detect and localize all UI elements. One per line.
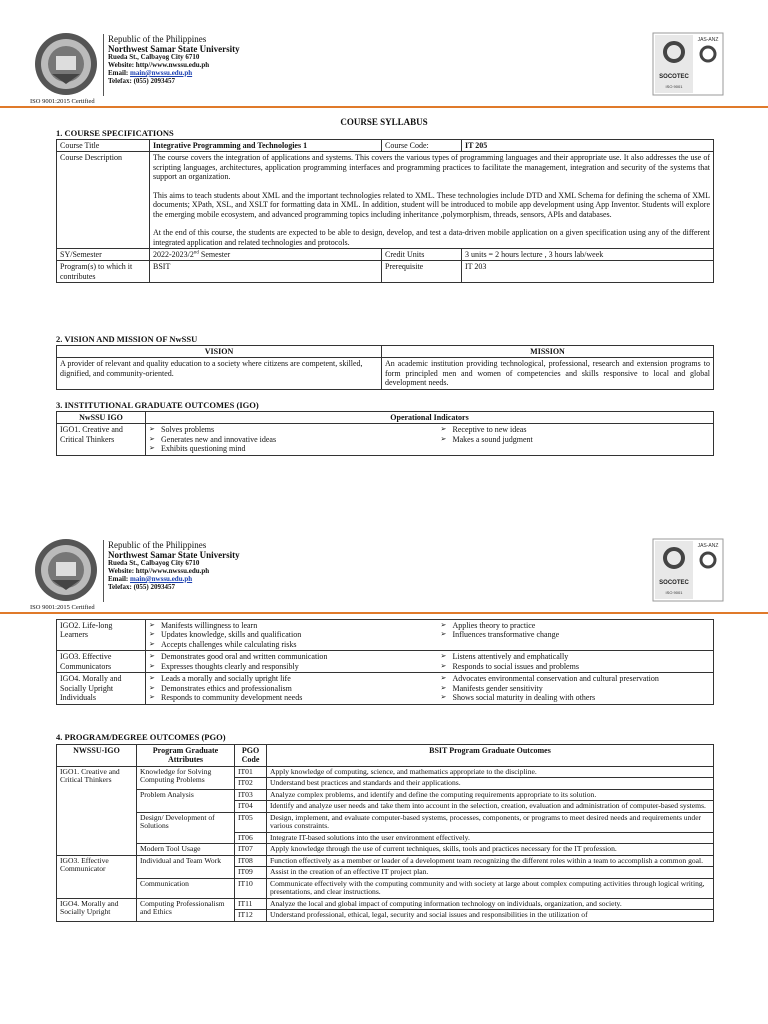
vision-text: A provider of relevant and quality education to a society where citizens are competent, skilled, dignified, and community-oriented. [57, 358, 382, 389]
table-row [57, 745, 714, 767]
pgo-code: IT06 [235, 832, 267, 844]
description-paragraph: This aims to teach students about XML and the important technologies related to XML. These technologies include DTD and XML Schema for defining the schema of XML documents; XPath, XSL, and XSLT for formatting data in XML. In addition, student will be introduced to mobile app development using App Inventor. Students will explore the emerging mobile ecosystem, and advanced programming topics including inheritance ,polymorphism, threads, sensors, APIs and databases. [153, 190, 710, 219]
vision-header: VISION [57, 346, 382, 358]
list-item: ➢ Shows social maturity in dealing with others [441, 693, 711, 702]
indicators-left [146, 673, 438, 704]
indicators-left [146, 424, 438, 455]
list-item: ➢ Demonstrates ethics and professionalism [149, 684, 435, 693]
list-item: ➢ Manifests gender sensitivity [441, 684, 711, 693]
outcome-text: Analyze the local and global impact of computing information technology on individuals, organization, and society. [267, 898, 714, 910]
table-row [57, 789, 714, 801]
programs-value: BSIT [150, 261, 382, 283]
table-row [57, 424, 714, 455]
divider [103, 34, 104, 96]
pgo-code: IT05 [235, 812, 267, 832]
mission-text: An academic institution providing technological, professional, research and extension programs to form principled men and women of competencies and skills responsive to local and global development needs. [382, 358, 714, 389]
cert-top: JAS-ANZ [697, 37, 719, 43]
cert-iso: ISO 9001 [665, 84, 683, 89]
igo-table-part-1 [56, 411, 714, 456]
page-1 [0, 30, 768, 510]
attribute-label: Communication [137, 878, 235, 898]
course-description-label: Course Description [57, 152, 150, 249]
pgo-code-col-header: PGO Code [235, 745, 267, 767]
university-name: Northwest Samar State University [108, 44, 240, 55]
description-paragraph: The course covers the integration of applications and systems. This covers the various types of programming languages and their appropriate use. It also addresses the use of scripting languages, architectures, application programming interfaces and programming practices to facilitate the management, integration and security of the systems that support an organization. [153, 153, 710, 182]
pgo-code: IT08 [235, 855, 267, 867]
outcome-text: Understand professional, ethical, legal, security and social issues and responsibilities in the utilization of [267, 910, 714, 922]
outcome-text: Design, implement, and evaluate computer-based systems, processes, components, or programs to meet desired needs and requirements under various constraints. [267, 812, 714, 832]
vision-mission-table [56, 345, 714, 390]
igo-col-header: NwSSU IGO [57, 412, 146, 424]
outcome-text: Apply knowledge through the use of current techniques, skills, tools and practices necessary for the IT profession. [267, 844, 714, 856]
table-row [57, 412, 714, 424]
outcome-text: Identify and analyze user needs and take them into account in the selection, creation, evaluation and administration of computer-based systems. [267, 801, 714, 813]
outcome-text: Analyze complex problems, and identify and define the computing requirements appropriate to its solution. [267, 789, 714, 801]
table-row [57, 898, 714, 910]
indicators-right [438, 651, 714, 673]
table-row [57, 844, 714, 856]
certification-logo-icon [652, 32, 724, 96]
indicators-right [438, 620, 714, 651]
igo-label: IGO4. Morally and Socially Upright Individuals [57, 673, 146, 704]
table-row [57, 358, 714, 389]
pgo-code: IT11 [235, 898, 267, 910]
igo-label: IGO4. Morally and Socially Upright [57, 898, 137, 921]
prerequisite-label: Prerequisite [382, 261, 462, 283]
cert-top: JAS-ANZ [697, 543, 719, 549]
list-item: ➢ Exhibits questioning mind [149, 444, 435, 453]
indicators-left [146, 651, 438, 673]
programs-label: Program(s) to which it contributes [57, 261, 150, 283]
list-item: ➢ Applies theory to practice [441, 621, 711, 630]
list-item: ➢ Updates knowledge, skills and qualification [149, 630, 435, 639]
university-seal-icon [34, 32, 98, 96]
course-title-label: Course Title [57, 140, 150, 152]
table-row [57, 673, 714, 704]
indicators-right [438, 424, 714, 455]
pgo-table [56, 744, 714, 922]
email-label: Email: [108, 68, 130, 77]
indicators-col-header: Operational Indicators [146, 412, 714, 424]
sy-semester-value [150, 248, 382, 260]
igo-label: IGO1. Creative and Critical Thinkers [57, 766, 137, 855]
sy-semester-label: SY/Semester [57, 248, 150, 260]
prerequisite-value: IT 203 [462, 261, 714, 283]
telefax-line: Telefax: (055) 2093457 [108, 582, 176, 591]
pgo-code: IT04 [235, 801, 267, 813]
list-item: ➢ Makes a sound judgment [441, 435, 711, 444]
description-paragraph: At the end of this course, the students are expected to be able to design, develop, and test a data-driven mobile application on a given specification using any of the different integrated application and related technologies and protocols. [153, 228, 710, 247]
email-link[interactable]: main@nwssu.edu.ph [129, 574, 193, 583]
list-item: ➢ Responds to social issues and problems [441, 662, 711, 671]
certification-logo-icon [652, 538, 724, 602]
telefax-line: Telefax: (055) 2093457 [108, 76, 176, 85]
section-1-heading: 1. COURSE SPECIFICATIONS [56, 128, 174, 138]
outcome-text: Assist in the creation of an effective IT project plan. [267, 867, 714, 879]
iso-certified: ISO 9001:2015 Certified [30, 604, 95, 611]
igo-col-header: NWSSU-IGO [57, 745, 137, 767]
list-item: ➢ Advocates environmental conservation and cultural preservation [441, 674, 711, 683]
pgo-code: IT01 [235, 766, 267, 778]
outcome-text: Understand best practices and standards and their applications. [267, 778, 714, 790]
indicators-right [438, 673, 714, 704]
table-row [57, 620, 714, 651]
table-row [57, 261, 714, 283]
course-code-label: Course Code: [382, 140, 462, 152]
attribute-label: Knowledge for Solving Computing Problems [137, 766, 235, 789]
page-2 [0, 536, 768, 1024]
attributes-col-header: Program Graduate Attributes [137, 745, 235, 767]
list-item: ➢ Expresses thoughts clearly and responsibly [149, 662, 435, 671]
sy-tail: Semester [198, 249, 231, 259]
igo-table-part-2 [56, 619, 714, 705]
header-rule [0, 106, 768, 108]
mission-header: MISSION [382, 346, 714, 358]
university-address [108, 540, 240, 591]
street-address: Rueda St., Calbayog City 6710 [108, 559, 200, 568]
outcome-text: Apply knowledge of computing, science, and mathematics appropriate to the discipline. [267, 766, 714, 778]
section-4-heading: 4. PROGRAM/DEGREE OUTCOMES (PGO) [56, 732, 226, 742]
list-item: ➢ Accepts challenges while calculating risks [149, 640, 435, 649]
letterhead [0, 536, 768, 616]
sy-value: 2022-2023/2 [153, 249, 194, 259]
table-row [57, 766, 714, 778]
pgo-code: IT03 [235, 789, 267, 801]
list-item: ➢ Solves problems [149, 425, 435, 434]
credit-units-value: 3 units = 2 hours lecture , 3 hours lab/week [462, 248, 714, 260]
indicators-left [146, 620, 438, 651]
letterhead [0, 30, 768, 110]
course-title-value: Integrative Programming and Technologies 1 [150, 140, 382, 152]
divider [103, 540, 104, 602]
outcomes-col-header: BSIT Program Graduate Outcomes [267, 745, 714, 767]
list-item: ➢ Receptive to new ideas [441, 425, 711, 434]
table-row [57, 651, 714, 673]
republic-line: Republic of the Philippines [108, 34, 207, 44]
email-label: Email: [108, 574, 130, 583]
table-row [57, 878, 714, 898]
header-rule [0, 612, 768, 614]
attribute-label: Individual and Team Work [137, 855, 235, 878]
list-item: ➢ Generates new and innovative ideas [149, 435, 435, 444]
table-row [57, 855, 714, 867]
university-seal-icon [34, 538, 98, 602]
list-item: ➢ Leads a morally and socially upright life [149, 674, 435, 683]
street-address: Rueda St., Calbayog City 6710 [108, 53, 200, 62]
pgo-code: IT12 [235, 910, 267, 922]
website-line: Website: http//www.nwssu.edu.ph [108, 60, 210, 69]
course-specifications-table [56, 139, 714, 283]
iso-certified: ISO 9001:2015 Certified [30, 98, 95, 105]
email-link[interactable]: main@nwssu.edu.ph [129, 68, 193, 77]
document-title: COURSE SYLLABUS [340, 117, 428, 127]
outcome-text: Function effectively as a member or leader of a development team recognizing the different roles within a team to accomplish a common goal. [267, 855, 714, 867]
section-3-heading: 3. INSTITUTIONAL GRADUATE OUTCOMES (IGO) [56, 400, 259, 410]
list-item: ➢ Influences transformative change [441, 630, 711, 639]
course-code-value: IT 205 [462, 140, 714, 152]
list-item: ➢ Demonstrates good oral and written communication [149, 652, 435, 661]
attribute-label: Problem Analysis [137, 789, 235, 812]
igo-label: IGO1. Creative and Critical Thinkers [57, 424, 146, 455]
republic-line: Republic of the Philippines [108, 540, 207, 550]
igo-label: IGO2. Life-long Learners [57, 620, 146, 651]
table-row [57, 812, 714, 832]
table-row [57, 140, 714, 152]
pgo-code: IT07 [235, 844, 267, 856]
list-item: ➢ Listens attentively and emphatically [441, 652, 711, 661]
website-line: Website: http//www.nwssu.edu.ph [108, 566, 210, 575]
list-item: ➢ Manifests willingness to learn [149, 621, 435, 630]
attribute-label: Design/ Development of Solutions [137, 812, 235, 844]
outcome-text: Communicate effectively with the computing community and with society at large about complex computing activities through logical writing, presentations, and clear instructions. [267, 878, 714, 898]
table-row [57, 248, 714, 260]
university-address [108, 34, 240, 85]
attribute-label: Computing Professionalism and Ethics [137, 898, 235, 921]
pgo-code: IT09 [235, 867, 267, 879]
university-name: Northwest Samar State University [108, 550, 240, 561]
table-row [57, 152, 714, 249]
list-item: ➢ Responds to community development needs [149, 693, 435, 702]
outcome-text: Integrate IT-based solutions into the user environment effectively. [267, 832, 714, 844]
section-2-heading: 2. VISION AND MISSION OF NwSSU [56, 334, 198, 344]
credit-units-label: Credit Units [382, 248, 462, 260]
igo-label: IGO3. Effective Communicators [57, 651, 146, 673]
pgo-code: IT10 [235, 878, 267, 898]
sy-sup: nd [193, 250, 199, 256]
attribute-label: Modern Tool Usage [137, 844, 235, 856]
igo-label: IGO3. Effective Communicator [57, 855, 137, 898]
cert-iso: ISO 9001 [665, 590, 683, 595]
course-description [150, 152, 714, 249]
table-row [57, 346, 714, 358]
cert-name: SOCOTEC [659, 74, 689, 80]
pgo-code: IT02 [235, 778, 267, 790]
cert-name: SOCOTEC [659, 580, 689, 586]
